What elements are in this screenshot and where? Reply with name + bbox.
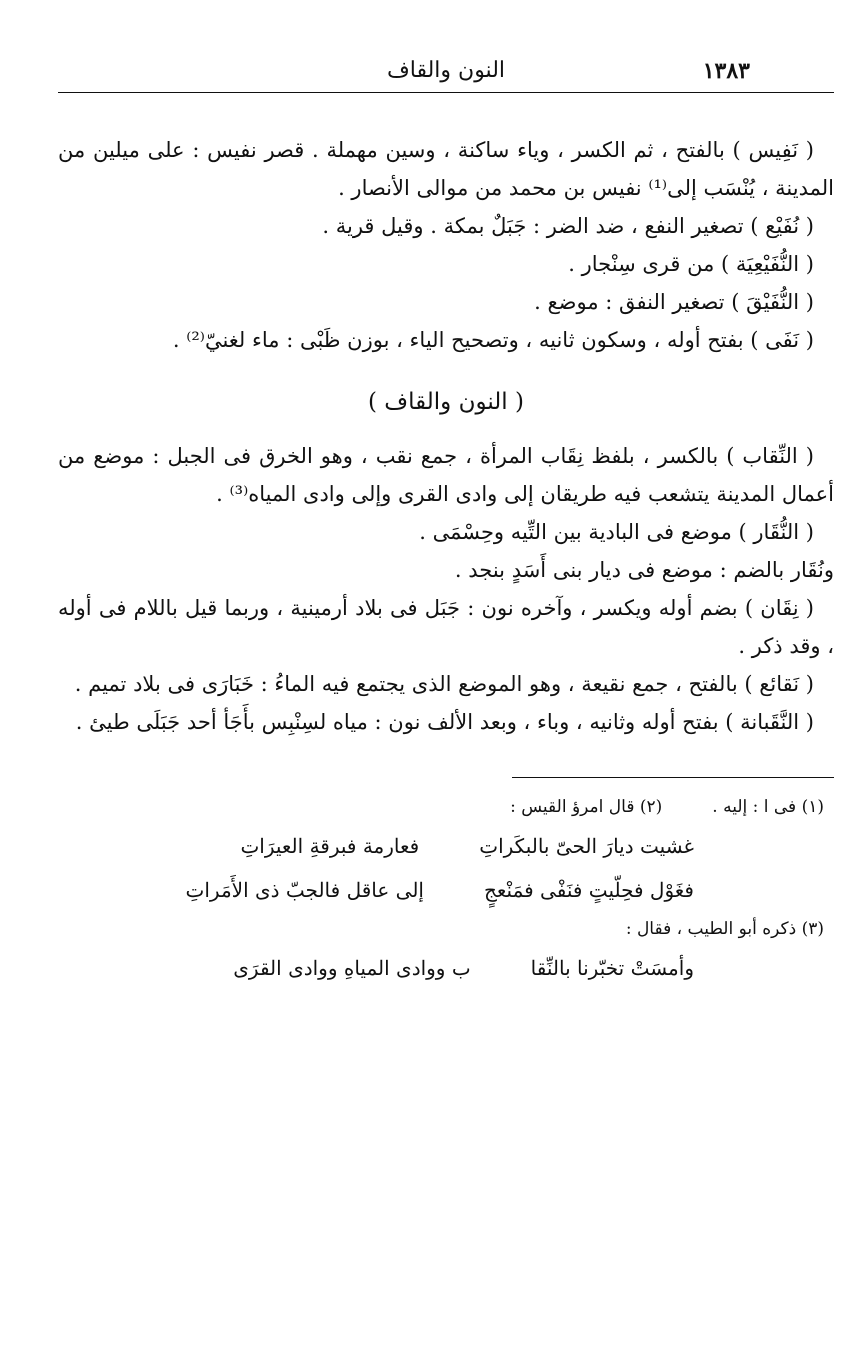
page-header [58,52,834,93]
running-title: النون والقاف [386,58,506,83]
entry-nafis: ( نَفِيس ) بالفتح ، ثم الكسر ، وياء ساكنة ، وسين مهملة . قصر نفيس : على ميلين من المدينة ، يُنْسَب إلى⁽¹⁾ نفيس بن محمد من موالى الأنصار . [58,138,834,200]
entries-after-section [58,437,834,741]
verse-1-hemistich-a: غشيت ديارَ الحىّ بالبكَراتِ [479,834,694,858]
footnote-3: (٣) ذكره أبو الطيب ، فقال : [625,919,824,939]
page-number: ١٣٨٣ [702,58,750,84]
footnote-rule [512,777,834,778]
verse-line-3 [58,948,834,988]
verse-2-hemistich-a: فغَوْل فحِلّيتٍ فنَفْى فمَنْعجٍ [483,878,694,902]
entry-niqan: ( نِقَان ) بضم أوله ويكسر ، وآخره نون : جَبَل فى بلاد أرمينية ، وربما قيل باللام فى أوله ، وقد ذكر . [58,596,834,658]
document-page [58,52,834,992]
footnote-2: (٢) قال امرؤ القيس : [510,797,663,817]
verse-2-hemistich-b: إلى عاقل فالجبّ ذى الأَمَراتِ [185,878,424,902]
entry-naqabana: ( النَّقَبانة ) بفتح أوله وثانيه ، وباء ، وبعد الألف نون : مياه لسِنْبِس بأَجَأ أحد جَبَلَى طيئ . [75,710,814,734]
footnote-line-1-2 [58,792,834,822]
section-heading: ( النون والقاف ) [368,389,524,415]
entry-nufay: ( نُفَيْع ) تصغير النفع ، ضد الضر : جَبَلٌ بمكة . وقيل قرية . [322,214,814,238]
entry-niqab: ( النِّقاب ) بالكسر ، بلفظ نِقَاب المرأة ، جمع نقب ، وهو الخرق فى الجبل : موضع من أعمال المدينة يتشعب فيه طريقان إلى وادى القرى وإلى وادى المياه⁽³⁾ . [58,444,834,506]
entry-nafy: ( نَفَى ) بفتح أوله ، وسكون ثانيه ، وتصحيح الياء ، بوزن ظَبْى : ماء لغنيّ⁽²⁾ . [172,328,814,352]
verse-3-hemistich-b: ب ووادى المياهِ ووادى القرَى [233,956,471,980]
entry-nufayq: ( النُّفَيْقَ ) تصغير النفق : موضع . [534,290,814,314]
footnote-1: (١) فى ا : إليه . [712,797,824,817]
entry-naqai: ( نَقائع ) بالفتح ، جمع نقيعة ، وهو الموضع الذى يجتمع فيه الماءُ : خَبَارَى فى بلاد تميم . [74,672,814,696]
entry-nuqar: ( النُّقَار ) موضع فى البادية بين التِّيه وحِسْمَى . [419,520,814,544]
verse-1-hemistich-b: فعارمة فبرقةِ العيرَاتِ [240,834,420,858]
footnotes [58,792,834,988]
verse-line-2 [58,870,834,910]
entry-nufayiya: ( النُّفَيْعِيَة ) من قرى سِنْجار . [568,252,814,276]
verse-line-1 [58,826,834,866]
verse-3-hemistich-a: وأمسَتْ تخبّرنا بالنِّقا [530,956,694,980]
entry-nuqar-najd: ونُقَار بالضم : موضع فى ديار بنى أَسَدٍ بنجد . [454,558,834,582]
footnote-line-3 [58,914,834,944]
entries-before-section [58,131,834,359]
